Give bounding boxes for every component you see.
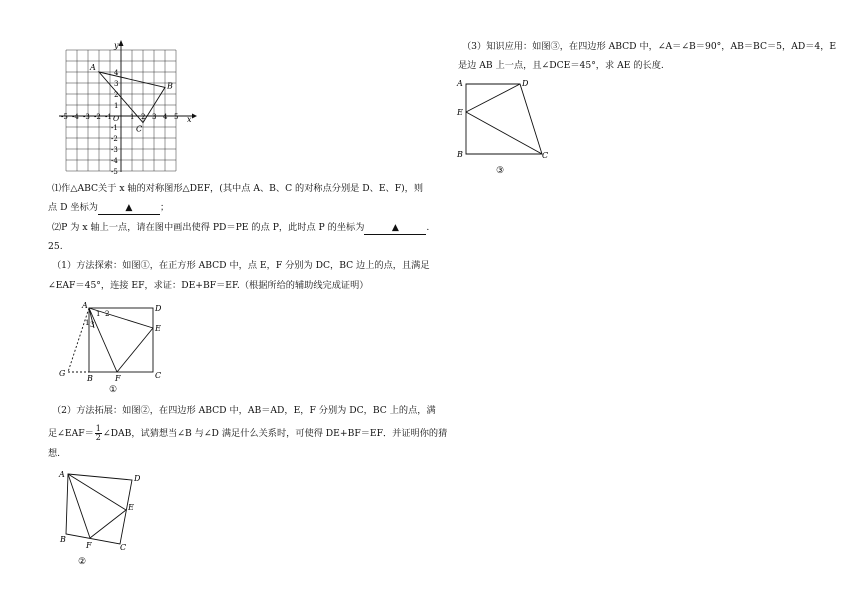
fraction [95, 425, 102, 442]
y-tick-label: -3 [111, 146, 118, 154]
part-2-line3: 想. [48, 448, 61, 459]
fig2-ef [90, 510, 126, 538]
y-tick-label: -1 [111, 124, 118, 132]
x-tick-label: -2 [94, 113, 101, 121]
origin-label: O [113, 114, 120, 123]
y-tick-label: -5 [111, 168, 118, 176]
question-1-line [52, 182, 423, 195]
fig3-caption: ③ [496, 166, 505, 176]
fig1-caption: ① [109, 385, 118, 395]
fig3-de [466, 84, 520, 112]
fig3-quadrilateral [466, 84, 542, 154]
fig1-label-c: C [155, 371, 162, 380]
fig1-label-d: D [155, 304, 162, 313]
question-1-text: ⑴作△ABC关于 x 轴的对称图形△DEF，(其中点 A、B、C 的对称点分别是 D、E、F)，则 [52, 183, 424, 194]
x-tick-label: 5 [174, 113, 179, 121]
fig3-label-e: E [457, 108, 463, 117]
question-1-line2 [48, 201, 169, 215]
fig3-label-c: C [542, 151, 549, 160]
fraction-numerator: 1 [95, 424, 101, 433]
fig2-label-e: E [128, 503, 134, 512]
question-number: 25. [48, 241, 63, 252]
fraction-denominator: 2 [95, 433, 101, 442]
fig1-label-e: E [155, 324, 161, 333]
fig3-label-d: D [522, 79, 529, 88]
figure-3 [452, 76, 562, 180]
point-a-label: A [90, 63, 96, 72]
fig1-angle-2: 2 [105, 310, 110, 318]
fig2-af [68, 474, 90, 538]
y-axis-arrow [119, 40, 124, 46]
fig1-ef [117, 328, 153, 372]
x-tick-label: 4 [163, 113, 168, 121]
part-2-pre: 足∠EAF＝ [48, 428, 94, 439]
y-tick-label: 4 [114, 69, 119, 77]
fig2-quadrilateral [66, 474, 132, 544]
x-tick-label: -3 [83, 113, 90, 121]
fig1-angle-1: 1 [96, 310, 101, 318]
y-tick-label: 3 [114, 80, 119, 88]
part-2-line2 [48, 425, 447, 442]
fig2-label-d: D [134, 474, 141, 483]
fig1-label-f: F [115, 374, 121, 383]
fig1-af [89, 308, 117, 372]
x-tick-labels [61, 113, 178, 121]
y-tick-label: 1 [114, 102, 119, 110]
figure-1 [54, 300, 174, 396]
part-2-post: ∠DAB，试猜想当∠B 与∠D 满足什么关系时，可使得 DE+BF＝EF．并证明你的猜 [102, 428, 448, 439]
y-tick-label: -4 [111, 157, 118, 165]
y-tick-label: 2 [114, 91, 119, 99]
x-tick-label: 1 [130, 113, 135, 121]
part-1-line2: ∠EAF＝45°，连接 EF，求证：DE+BF＝EF.（根据所给的辅助线完成证明） [48, 280, 369, 291]
question-1-text2: 点 D 坐标为 [48, 202, 98, 213]
figure-2 [54, 466, 154, 570]
x-tick-label: -5 [61, 113, 68, 121]
part-3-line2: 是边 AB 上一点，且∠DCE＝45°，求 AE 的长度. [458, 60, 664, 71]
point-b-label: B [167, 81, 173, 91]
answer-blank-2[interactable]: ▲ [364, 221, 426, 235]
x-axis-label: x [187, 115, 192, 124]
fig2-ae [68, 474, 126, 510]
fig1-ag-dashed [68, 308, 89, 372]
question-2-end: . [426, 222, 430, 233]
y-tick-label: -2 [111, 135, 118, 143]
fig2-caption: ② [78, 557, 87, 567]
fig3-label-b: B [457, 150, 463, 159]
x-tick-label: -4 [72, 113, 79, 121]
fig1-label-a: A [82, 301, 88, 310]
fig3-label-a: A [457, 79, 463, 88]
fig1-angle-3: 3 [90, 321, 95, 329]
fig1-label-g: G [59, 369, 66, 378]
x-axis-arrow [192, 114, 197, 119]
fig2-label-f: F [86, 541, 92, 550]
fig2-label-c: C [120, 543, 127, 552]
x-tick-label: 3 [152, 113, 157, 121]
fig1-angle-1b: 1 [85, 319, 90, 327]
fig1-label-b: B [87, 374, 93, 383]
coordinate-grid-figure [55, 38, 200, 178]
fig2-label-a: A [59, 470, 65, 479]
point-c-label: C [136, 124, 143, 134]
part-2-line1: （2）方法拓展：如图②，在四边形 ABCD 中，AB＝AD，E，F 分别为 DC，BC 上的点，满 [52, 405, 436, 416]
question-1-end: ； [159, 202, 170, 213]
fig2-label-b: B [60, 535, 66, 544]
x-tick-label: 2 [141, 113, 146, 121]
question-2-text: ⑵P 为 x 轴上一点，请在图中画出使得 PD＝PE 的点 P，此时点 P 的坐标为 [52, 222, 365, 233]
answer-blank-1[interactable]: ▲ [98, 201, 160, 215]
part-1-line1: （1）方法探索：如图①，在正方形 ABCD 中，点 E，F 分别为 DC，BC 边上的点，且满足 [52, 260, 430, 271]
part-3-line1: （3）知识应用：如图③，在四边形 ABCD 中，∠A＝∠B＝90°，AB＝BC＝5，AD＝4，E [462, 41, 837, 52]
x-tick-label: -1 [105, 113, 112, 121]
y-axis-label: y [114, 41, 119, 50]
question-2-line [52, 221, 429, 235]
